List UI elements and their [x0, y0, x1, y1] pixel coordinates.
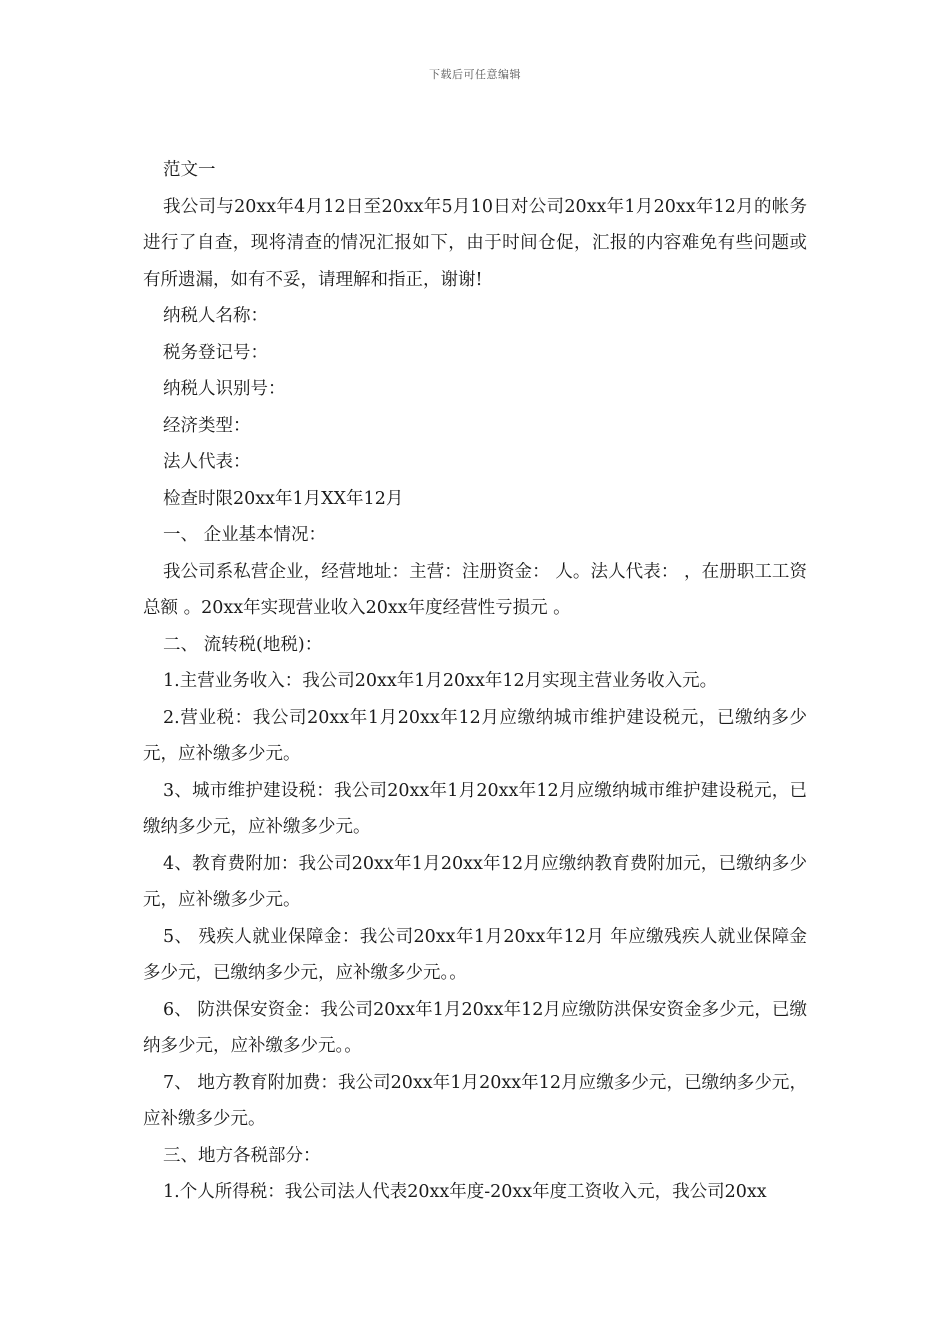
section-heading-1: 一、 企业基本情况：: [163, 525, 327, 545]
field-taxpayer-name: 纳税人名称：: [163, 306, 268, 326]
item-business-tax: 2.营业税：我公司20xx年1月20xx年12月应缴纳城市维护建设税元，已缴纳多少元，应补缴多少元。: [143, 707, 807, 764]
section-heading-3: 三、地方各税部分：: [163, 1145, 321, 1166]
field-inspection-period: 检查时限20xx年1月XX年12月: [163, 488, 404, 509]
item-disability-fund: 5、 残疾人就业保障金：我公司20xx年1月20xx年12月 年应缴残疾人就业保障金多少元，已缴纳多少元，应补缴多少元。。: [143, 926, 807, 983]
field-tax-registration-no: 税务登记号：: [163, 342, 268, 363]
item-flood-control-fund: 6、 防洪保安资金：我公司20xx年1月20xx年12月应缴防洪保安资金多少元，已缴纳多少元，应补缴多少元。。: [143, 999, 807, 1056]
item-personal-income-tax: 1.个人所得税：我公司法人代表20xx年度-20xx年度工资收入元，我公司20xx: [163, 1182, 767, 1202]
document-body: [143, 152, 807, 1211]
page-header-note: 下载后可任意编辑: [429, 68, 521, 81]
company-basic-info: 我公司系私营企业，经营地址：主营：注册资金： 人。法人代表： ，在册职工工资总额 。20xx年实现营业收入20xx年度经营性亏损元 。: [143, 561, 807, 618]
intro-paragraph: 我公司与20xx年4月12日至20xx年5月10日对公司20xx年1月20xx年12月的帐务进行了自查，现将清查的情况汇报如下，由于时间仓促，汇报的内容难免有些问题或有所遗漏，如有不妥，请理解和指正，谢谢!: [143, 196, 807, 290]
item-local-education-surcharge: 7、 地方教育附加费：我公司20xx年1月20xx年12月应缴多少元，已缴纳多少元，应补缴多少元。: [143, 1072, 807, 1129]
field-economic-type: 经济类型：: [163, 415, 251, 436]
item-education-surcharge: 4、教育费附加：我公司20xx年1月20xx年12月应缴纳教育费附加元，已缴纳多少元，应补缴多少元。: [143, 853, 807, 910]
field-legal-representative: 法人代表：: [163, 452, 251, 472]
item-urban-maintenance-tax: 3、城市维护建设税：我公司20xx年1月20xx年12月应缴纳城市维护建设税元，已缴纳多少元，应补缴多少元。: [143, 780, 807, 837]
section-heading-2: 二、 流转税(地税)：: [163, 634, 323, 655]
field-taxpayer-id: 纳税人识别号：: [163, 379, 286, 399]
doc-title: 范文一: [163, 160, 216, 180]
item-main-revenue: 1.主营业务收入：我公司20xx年1月20xx年12月实现主营业务收入元。: [163, 671, 718, 691]
